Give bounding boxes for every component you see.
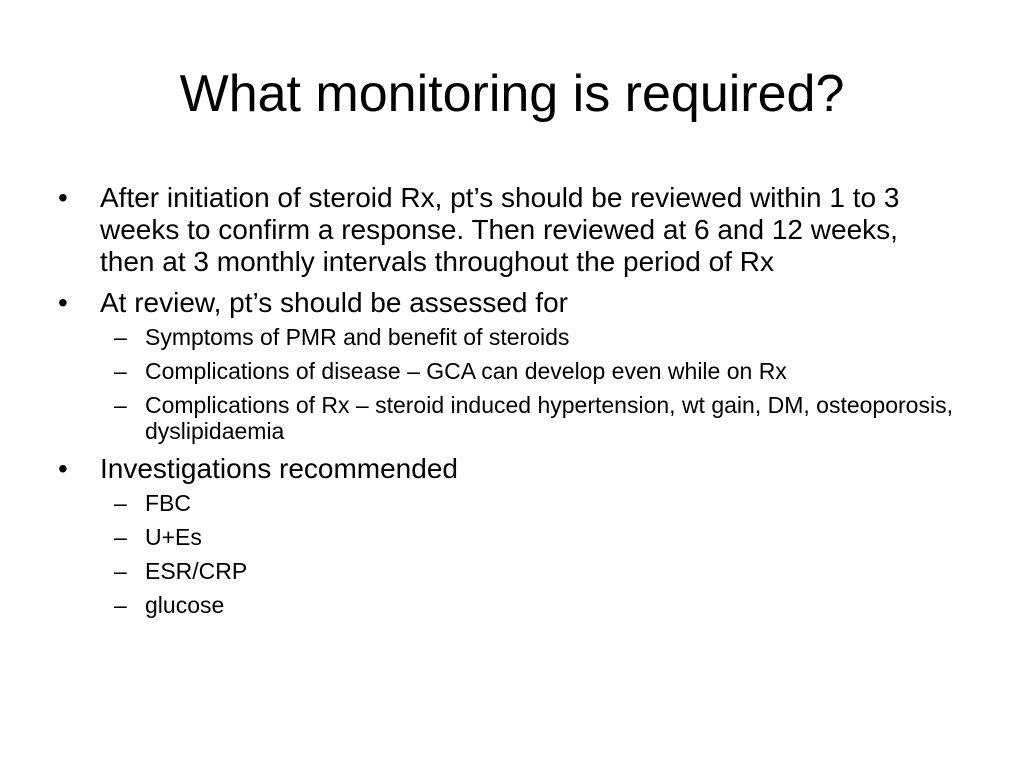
bullet-icon: • <box>58 453 68 484</box>
sub-item <box>100 392 958 444</box>
dash-icon: – <box>114 358 127 384</box>
sub-list <box>100 324 958 444</box>
dash-icon: – <box>114 524 127 550</box>
slide-title: What monitoring is required? <box>179 65 845 123</box>
bullet-text: Investigations recommended <box>100 453 458 484</box>
sub-text: Complications of Rx – steroid induced hypertension, wt gain, DM, osteoporosis, dyslipidaemia <box>145 392 953 444</box>
sub-item <box>100 592 958 618</box>
bullet-text: At review, pt’s should be assessed for <box>100 287 568 318</box>
bullet-icon: • <box>58 287 68 318</box>
dash-icon: – <box>114 392 127 418</box>
dash-icon: – <box>114 490 127 516</box>
dash-icon: – <box>114 592 127 618</box>
bullet-item <box>58 182 958 278</box>
sub-text: glucose <box>145 592 225 618</box>
bullet-item <box>58 453 958 618</box>
dash-icon: – <box>114 558 127 584</box>
sub-text: Complications of disease – GCA can develop even while on Rx <box>145 358 787 384</box>
bullet-item <box>58 287 958 444</box>
sub-item <box>100 524 958 550</box>
sub-item <box>100 358 958 384</box>
sub-list <box>100 490 958 618</box>
bullet-text: After initiation of steroid Rx, pt’s should be reviewed within 1 to 3 weeks to confirm a response. Then reviewed at 6 and 12 weeks, then at 3 monthly intervals throughout the period of Rx <box>100 182 900 277</box>
bullet-icon: • <box>58 182 68 213</box>
sub-item <box>100 558 958 584</box>
sub-item <box>100 490 958 516</box>
dash-icon: – <box>114 324 127 350</box>
sub-text: ESR/CRP <box>145 558 248 584</box>
slide-body <box>58 182 958 627</box>
sub-text: FBC <box>145 490 191 516</box>
sub-item <box>100 324 958 350</box>
sub-text: U+Es <box>145 524 202 550</box>
sub-text: Symptoms of PMR and benefit of steroids <box>145 324 570 350</box>
